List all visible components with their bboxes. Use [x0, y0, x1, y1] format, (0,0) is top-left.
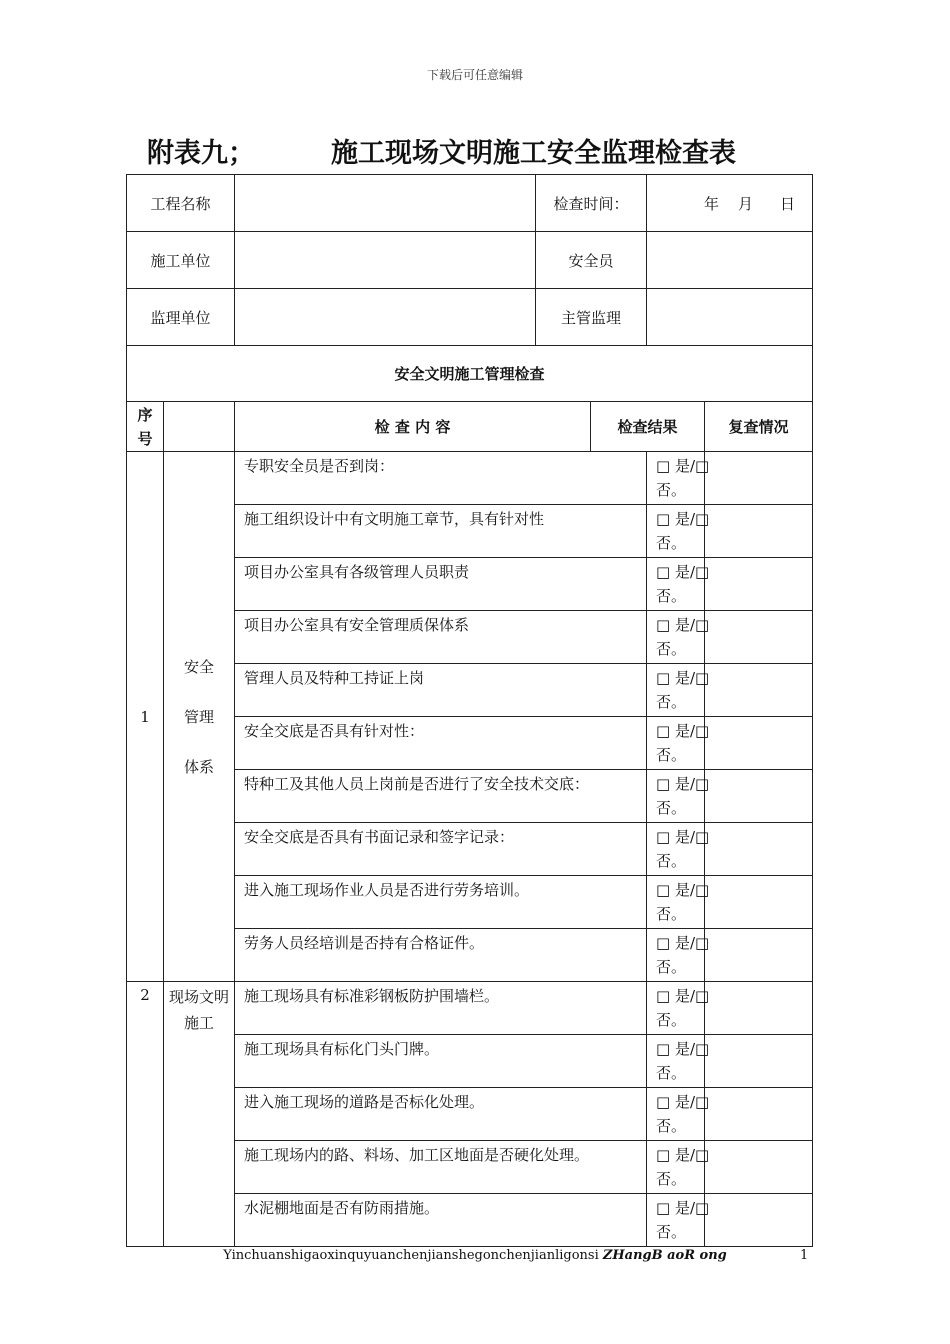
result-slash: / [689, 510, 696, 528]
no-checkbox[interactable]: □ [695, 934, 710, 952]
review-cell[interactable] [705, 505, 813, 558]
no-label: 否。 [656, 1064, 687, 1082]
col-result-header: 检查结果 [591, 402, 705, 452]
check-item: 项目办公室具有各级管理人员职责 [235, 558, 647, 611]
check-result[interactable] [647, 823, 710, 876]
review-cell[interactable] [705, 770, 813, 823]
yes-checkbox[interactable]: □ 是 [656, 934, 690, 952]
check-item: 施工现场具有标化门头门牌。 [235, 1035, 647, 1088]
no-checkbox[interactable]: □ [695, 616, 710, 634]
item-rows [127, 452, 813, 1247]
yes-checkbox[interactable]: □ 是 [656, 457, 690, 475]
no-checkbox[interactable]: □ [695, 563, 710, 581]
check-result[interactable] [647, 1035, 710, 1088]
result-slash: / [689, 1093, 696, 1111]
no-checkbox[interactable]: □ [695, 510, 710, 528]
no-checkbox[interactable]: □ [695, 828, 710, 846]
yes-checkbox[interactable]: □ 是 [656, 510, 690, 528]
group-category [164, 982, 235, 1247]
no-checkbox[interactable]: □ [695, 987, 710, 1005]
review-cell[interactable] [705, 452, 813, 505]
check-item: 施工现场内的路、料场、加工区地面是否硬化处理。 [235, 1141, 647, 1194]
check-item: 安全交底是否具有针对性： [235, 717, 647, 770]
category-line: 体系 [184, 757, 215, 776]
group-seq: 1 [127, 452, 164, 982]
title-prefix: 附表九； [147, 138, 255, 169]
check-result[interactable] [647, 770, 710, 823]
date-year: 年 [704, 194, 721, 213]
review-cell[interactable] [705, 1035, 813, 1088]
section-title: 安全文明施工管理检查 [127, 346, 813, 402]
no-label: 否。 [656, 958, 687, 976]
check-item: 进入施工现场的道路是否标化处理。 [235, 1088, 647, 1141]
check-time-value[interactable] [647, 175, 813, 232]
yes-checkbox[interactable]: □ 是 [656, 828, 690, 846]
check-item: 专职安全员是否到岗： [235, 452, 647, 505]
supervisor-unit-label: 监理单位 [127, 289, 235, 346]
no-label: 否。 [656, 799, 687, 817]
contractor-value[interactable] [235, 232, 536, 289]
result-slash: / [689, 1040, 696, 1058]
no-checkbox[interactable]: □ [695, 669, 710, 687]
yes-checkbox[interactable]: □ 是 [656, 775, 690, 793]
contractor-label: 施工单位 [127, 232, 235, 289]
yes-checkbox[interactable]: □ 是 [656, 1040, 690, 1058]
project-name-value[interactable] [235, 175, 536, 232]
no-label: 否。 [656, 693, 687, 711]
result-slash: / [689, 722, 696, 740]
project-name-label: 工程名称 [127, 175, 235, 232]
yes-checkbox[interactable]: □ 是 [656, 881, 690, 899]
safety-officer-value[interactable] [647, 232, 813, 289]
date-month: 月 [738, 194, 755, 213]
yes-checkbox[interactable]: □ 是 [656, 563, 690, 581]
category-line: 现场 [168, 988, 199, 1006]
info-row-project [127, 175, 813, 232]
check-result[interactable] [647, 929, 710, 982]
result-slash: / [689, 934, 696, 952]
review-cell[interactable] [705, 717, 813, 770]
header-note: 下载后可任意编辑 [426, 68, 523, 82]
no-label: 否。 [656, 1170, 687, 1188]
table-row [127, 452, 813, 505]
no-label: 否。 [656, 481, 687, 499]
category-line: 安全 [184, 657, 215, 676]
no-checkbox[interactable]: □ [695, 1093, 710, 1111]
check-result[interactable] [647, 876, 710, 929]
result-slash: / [689, 1199, 696, 1217]
check-result[interactable] [647, 558, 710, 611]
check-item: 管理人员及特种工持证上岗 [235, 664, 647, 717]
result-slash: / [689, 987, 696, 1005]
check-item: 安全交底是否具有书面记录和签字记录： [235, 823, 647, 876]
result-slash: / [689, 828, 696, 846]
check-item: 项目办公室具有安全管理质保体系 [235, 611, 647, 664]
inspection-table [126, 174, 813, 1247]
column-header-row [127, 402, 813, 452]
chief-supervisor-label: 主管监理 [536, 289, 647, 346]
category-line: 文明 [199, 988, 230, 1006]
chief-supervisor-value[interactable] [647, 289, 813, 346]
check-result[interactable] [647, 1194, 710, 1247]
result-slash: / [689, 669, 696, 687]
info-row-supervisor [127, 289, 813, 346]
supervisor-unit-value[interactable] [235, 289, 536, 346]
result-slash: / [689, 616, 696, 634]
group-category [164, 452, 235, 982]
check-item: 施工组织设计中有文明施工章节，具有针对性 [235, 505, 647, 558]
yes-checkbox[interactable]: □ 是 [656, 722, 690, 740]
review-cell[interactable] [705, 823, 813, 876]
no-label: 否。 [656, 746, 687, 764]
no-label: 否。 [656, 587, 687, 605]
no-checkbox[interactable]: □ [695, 775, 710, 793]
yes-checkbox[interactable]: □ 是 [656, 1199, 690, 1217]
result-slash: / [689, 457, 696, 475]
table-row [127, 982, 813, 1035]
date-day: 日 [780, 194, 797, 213]
no-checkbox[interactable]: □ [695, 722, 710, 740]
category-line: 管理 [184, 707, 215, 726]
check-item: 施工现场具有标准彩钢板防护围墙栏。 [235, 982, 647, 1035]
group-seq: 2 [127, 982, 164, 1247]
no-label: 否。 [656, 852, 687, 870]
col-content-header: 检 查 内 容 [235, 402, 591, 452]
no-label: 否。 [656, 534, 687, 552]
no-label: 否。 [656, 1223, 687, 1241]
section-title-row [127, 346, 813, 402]
result-slash: / [689, 881, 696, 899]
check-item: 劳务人员经培训是否持有合格证件。 [235, 929, 647, 982]
no-checkbox[interactable]: □ [695, 457, 710, 475]
no-checkbox[interactable]: □ [695, 1040, 710, 1058]
result-slash: / [689, 775, 696, 793]
review-cell[interactable] [705, 558, 813, 611]
check-item: 进入施工现场作业人员是否进行劳务培训。 [235, 876, 647, 929]
yes-checkbox[interactable]: □ 是 [656, 1146, 690, 1164]
col-category-header [164, 402, 235, 452]
col-seq-header: 序 号 [127, 402, 164, 452]
review-cell[interactable] [705, 1141, 813, 1194]
check-result[interactable] [647, 505, 710, 558]
category-line: 施工 [184, 1014, 215, 1032]
no-checkbox[interactable]: □ [695, 881, 710, 899]
review-cell[interactable] [705, 1194, 813, 1247]
result-slash: / [689, 1146, 696, 1164]
safety-officer-label: 安全员 [536, 232, 647, 289]
check-item: 水泥棚地面是否有防雨措施。 [235, 1194, 647, 1247]
yes-checkbox[interactable]: □ 是 [656, 987, 690, 1005]
no-checkbox[interactable]: □ [695, 1146, 710, 1164]
check-result[interactable] [647, 664, 710, 717]
review-cell[interactable] [705, 664, 813, 717]
review-cell[interactable] [705, 982, 813, 1035]
title-main: 施工现场文明施工安全监理检查表 [331, 138, 736, 169]
footer-author: ZHangB aoR ong [602, 1248, 727, 1263]
check-result[interactable] [647, 452, 710, 505]
yes-checkbox[interactable]: □ 是 [656, 669, 690, 687]
check-item: 特种工及其他人员上岗前是否进行了安全技术交底： [235, 770, 647, 823]
footer-text: Yinchuanshigaoxinquyuanchenjianshegonchenjianligonsi [223, 1248, 599, 1263]
no-label: 否。 [656, 640, 687, 658]
info-row-contractor [127, 232, 813, 289]
no-label: 否。 [656, 905, 687, 923]
check-result[interactable] [647, 982, 710, 1035]
yes-checkbox[interactable]: □ 是 [656, 616, 690, 634]
check-result[interactable] [647, 1088, 710, 1141]
check-result[interactable] [647, 611, 710, 664]
page-title [147, 131, 847, 170]
check-result[interactable] [647, 1141, 710, 1194]
no-label: 否。 [656, 1117, 687, 1135]
check-result[interactable] [647, 717, 710, 770]
review-cell[interactable] [705, 929, 813, 982]
result-slash: / [689, 563, 696, 581]
review-cell[interactable] [705, 1088, 813, 1141]
check-time-label: 检查时间： [536, 175, 647, 232]
col-review-header: 复查情况 [705, 402, 813, 452]
no-checkbox[interactable]: □ [695, 1199, 710, 1217]
yes-checkbox[interactable]: □ 是 [656, 1093, 690, 1111]
page-number: 1 [800, 1248, 809, 1263]
review-cell[interactable] [705, 611, 813, 664]
no-label: 否。 [656, 1011, 687, 1029]
review-cell[interactable] [705, 876, 813, 929]
